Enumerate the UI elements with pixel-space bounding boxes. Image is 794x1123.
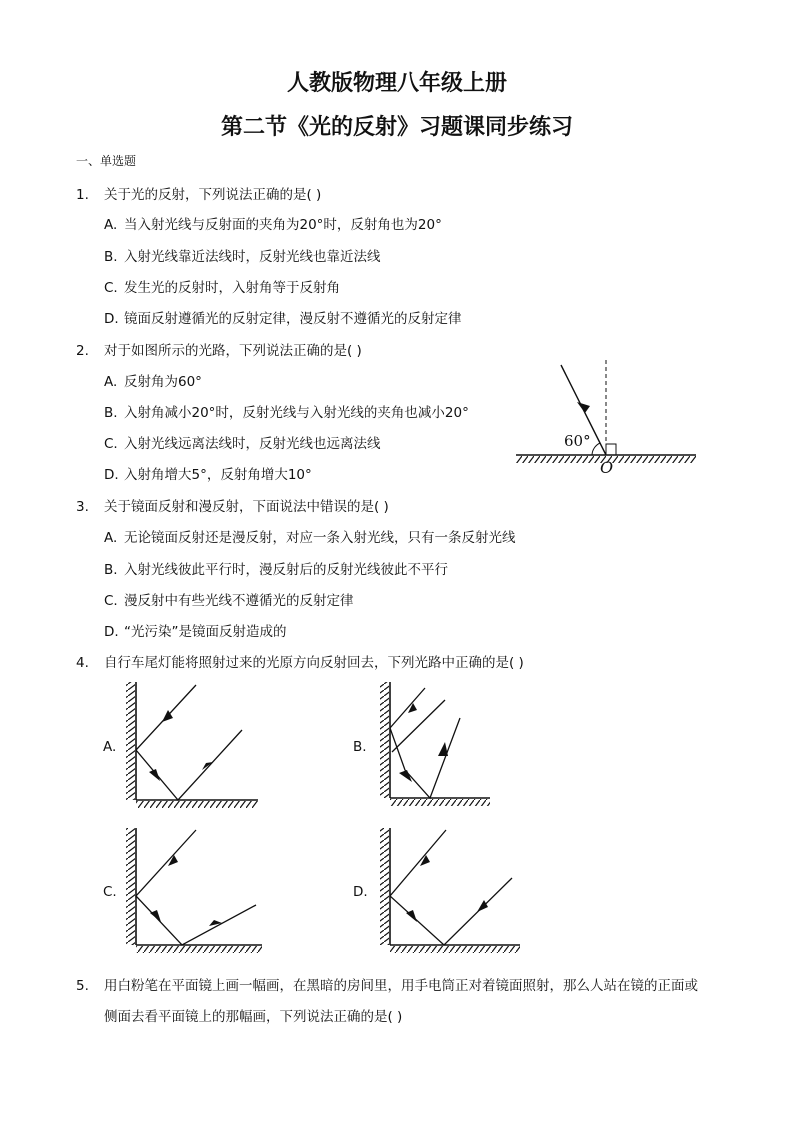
option-label: C. xyxy=(104,280,118,296)
option-text: 无论镜面反射还是漫反射，对应一条入射光线，只有一条反射光线 xyxy=(124,530,516,546)
option-label: D. xyxy=(104,467,119,483)
option-text: 入射光线彼此平行时，漫反射后的反射光线彼此不平行 xyxy=(124,562,448,578)
question-text: 自行车尾灯能将照射过来的光原方向反射回去，下列光路中正确的是( ) xyxy=(104,655,524,671)
question-number: 1. xyxy=(76,187,89,203)
arrow-icon xyxy=(477,900,488,912)
arrow-icon xyxy=(420,855,430,866)
option-text: 入射角减小20°时，反射光线与入射光线的夹角也减小20° xyxy=(124,405,469,421)
diagram-b xyxy=(380,682,490,806)
question-text: 关于镜面反射和漫反射，下面说法中错误的是( ) xyxy=(104,499,389,515)
page-subtitle: 第二节《光的反射》习题课同步练习 xyxy=(220,114,573,140)
question-number: 3. xyxy=(76,499,89,515)
question-number: 2. xyxy=(76,343,89,359)
option-label: A. xyxy=(104,530,118,546)
option-label: C. xyxy=(104,436,118,452)
option-label: C. xyxy=(104,593,118,609)
angle-label: 60° xyxy=(564,432,591,450)
angle-arc xyxy=(592,443,600,455)
diagram-label-a[interactable]: A. xyxy=(103,739,117,755)
arrow-icon xyxy=(408,703,417,713)
diagram-label-c[interactable]: C. xyxy=(103,884,117,900)
section-heading: 一、单选题 xyxy=(76,154,137,168)
question-number: 4. xyxy=(76,655,89,671)
option-text: 反射角为60° xyxy=(124,374,202,390)
point-o-label: O xyxy=(600,458,614,477)
question-5-continued: 侧面去看平面镜上的那幅画，下列说法正确的是( ) xyxy=(104,1009,403,1025)
option-text: 入射光线靠近法线时，反射光线也靠近法线 xyxy=(124,249,381,265)
option-text: 发生光的反射时，入射角等于反射角 xyxy=(124,280,340,296)
option-label: B. xyxy=(104,405,118,421)
option-text: 入射光线远离法线时，反射光线也远离法线 xyxy=(124,436,381,452)
page-title: 人教版物理八年级上册 xyxy=(286,70,507,96)
option-label: B. xyxy=(104,249,118,265)
question-text: 对于如图所示的光路，下列说法正确的是( ) xyxy=(104,343,362,359)
question-text: 关于光的反射，下列说法正确的是( ) xyxy=(104,187,322,203)
diagram-c xyxy=(126,828,262,953)
option-label: A. xyxy=(104,374,118,390)
diagram-a xyxy=(126,682,258,808)
right-angle-mark xyxy=(606,444,616,455)
option-text: 入射角增大5°，反射角增大10° xyxy=(124,467,312,483)
diagram-label-b[interactable]: B. xyxy=(353,739,367,755)
diagram-d xyxy=(380,828,520,953)
question-number: 5. xyxy=(76,978,89,994)
q2-light-path-figure xyxy=(516,358,696,463)
option-text: 镜面反射遵循光的反射定律，漫反射不遵循光的反射定律 xyxy=(124,311,462,327)
option-label: A. xyxy=(104,217,118,233)
arrow-icon xyxy=(149,769,160,781)
option-label: B. xyxy=(104,562,118,578)
arrow-icon xyxy=(438,742,448,756)
question-text: 用白粉笔在平面镜上画一幅画，在黑暗的房间里，用手电筒正对着镜面照射，那么人站在镜的正面或 xyxy=(104,978,698,994)
option-text: 当入射光线与反射面的夹角为20°时，反射角也为20° xyxy=(124,217,442,233)
option-label: D. xyxy=(104,624,119,640)
arrow-icon xyxy=(168,855,178,866)
option-label: D. xyxy=(104,311,119,327)
option-text: 漫反射中有些光线不遵循光的反射定律 xyxy=(124,593,354,609)
option-text: “光污染”是镜面反射造成的 xyxy=(124,624,287,640)
diagram-label-d[interactable]: D. xyxy=(353,884,368,900)
